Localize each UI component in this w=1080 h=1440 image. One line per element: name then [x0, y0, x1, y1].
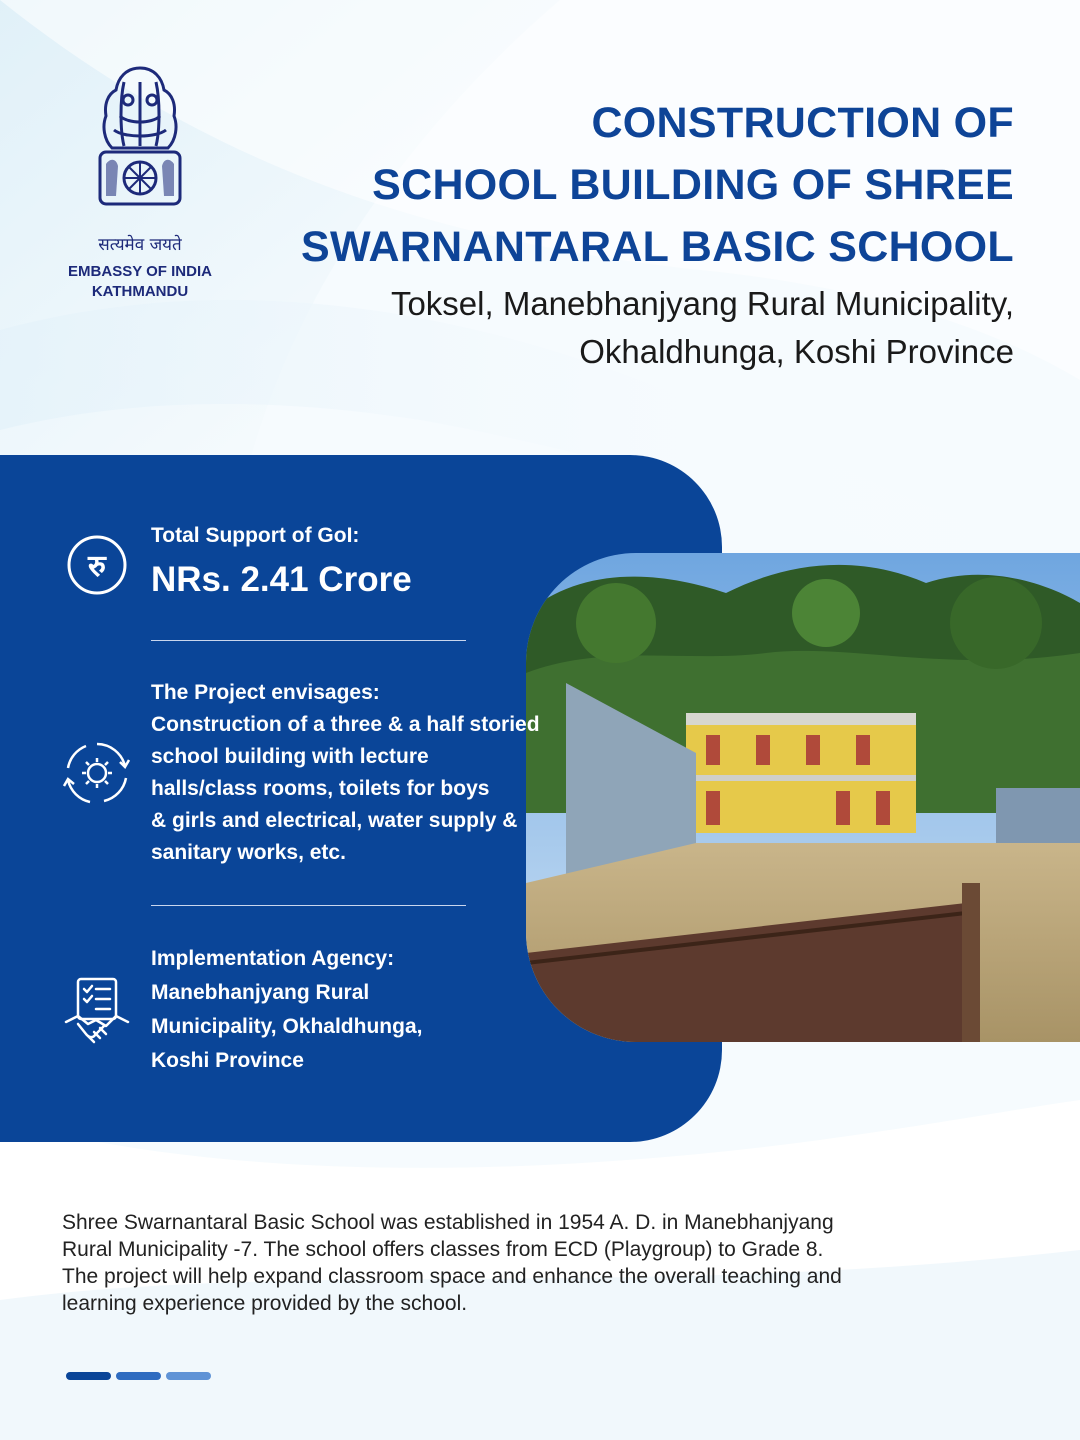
title-line: CONSTRUCTION OF: [591, 99, 1014, 147]
page-indicator-dash: [166, 1372, 211, 1380]
support-amount: NRs. 2.41 Crore: [151, 560, 412, 599]
school-photo: [526, 553, 1080, 1042]
page-indicator-dash: [66, 1372, 111, 1380]
agency-line: Koshi Province: [151, 1049, 304, 1072]
handshake-agreement-icon: [64, 976, 130, 1046]
rupee-icon: [66, 534, 128, 596]
title-line: SCHOOL BUILDING OF SHREE: [372, 161, 1014, 209]
agency-info: [151, 942, 422, 1078]
location-line: Toksel, Manebhanjyang Rural Municipality,: [390, 285, 1014, 322]
project-line: Construction of a three & a half storied: [151, 713, 540, 736]
svg-text:रु: रु: [88, 549, 106, 584]
page-indicator-dash: [116, 1372, 161, 1380]
project-line: & girls and electrical, water supply &: [151, 809, 518, 832]
school-description: [62, 1209, 1022, 1317]
support-label: Total Support of GoI:: [151, 524, 360, 547]
description-line: The project will help expand classroom space and enhance the overall teaching and: [62, 1265, 842, 1288]
divider: [151, 905, 466, 906]
embassy-name-line: EMBASSY OF INDIA: [68, 263, 212, 280]
agency-line: Manebhanjyang Rural: [151, 981, 370, 1004]
agency-line: Municipality, Okhaldhunga,: [151, 1015, 423, 1038]
description-line: Shree Swarnantaral Basic School was established in 1954 A. D. in Manebhanjyang: [62, 1211, 834, 1234]
national-emblem-icon: [80, 60, 200, 230]
emblem-motto: सत्यमेव जयते: [98, 235, 182, 255]
divider: [151, 640, 466, 641]
project-description: [151, 677, 540, 869]
location-subtitle: [194, 280, 1014, 376]
embassy-city-line: KATHMANDU: [91, 283, 189, 300]
project-line: halls/class rooms, toilets for boys: [151, 777, 490, 800]
page-title: [194, 92, 1014, 278]
project-line: sanitary works, etc.: [151, 841, 346, 864]
location-line: Okhaldhunga, Koshi Province: [579, 333, 1014, 370]
gear-cycle-icon: [62, 738, 132, 808]
project-label: The Project envisages:: [151, 681, 380, 704]
school-photo-image: [526, 553, 1080, 1042]
project-line: school building with lecture: [151, 745, 429, 768]
description-line: learning experience provided by the school.: [62, 1292, 468, 1315]
description-line: Rural Municipality -7. The school offers classes from ECD (Playgroup) to Grade 8.: [62, 1238, 824, 1261]
title-line: SWARNANTARAL BASIC SCHOOL: [300, 223, 1014, 271]
agency-label: Implementation Agency:: [151, 947, 395, 970]
